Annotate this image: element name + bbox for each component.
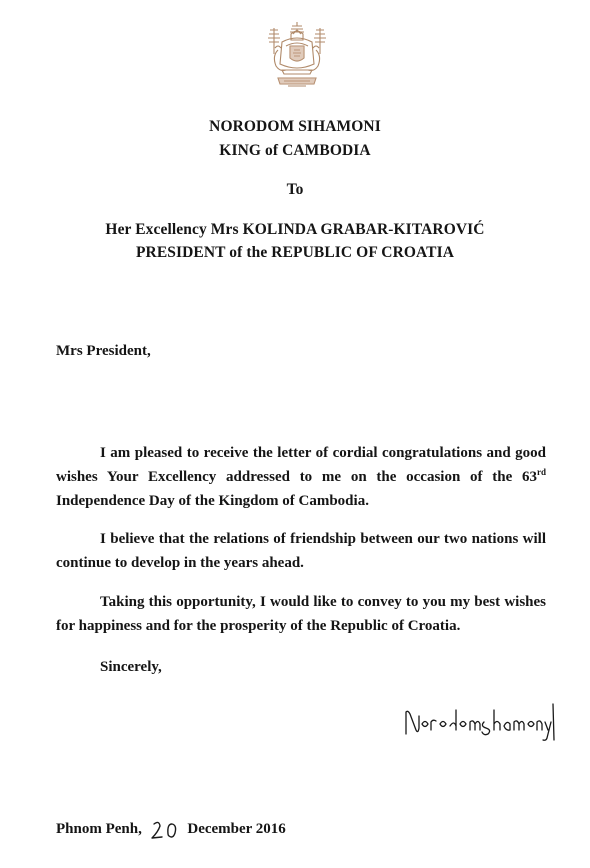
handwritten-signature-icon (398, 700, 556, 742)
sender-title: KING of CAMBODIA (219, 142, 371, 159)
paragraph-friendship: I believe that the relations of friendship between our two nations will continue to develop in the years ahead. (56, 531, 546, 571)
paragraph-congratulations: I am pleased to receive the letter of cordial congratulations and good wishes Your Excellency addressed to me on the occasion of the 63rd Independence Day of the Kingdom of Cambodia. (56, 445, 546, 509)
salutation: Mrs President, (56, 343, 151, 359)
place: Phnom Penh, (56, 821, 142, 837)
recipient-title: PRESIDENT of the REPUBLIC OF CROATIA (135, 244, 455, 261)
recipient-name: Her Excellency Mrs KOLINDA GRABAR-KITAROVIĆ (105, 221, 485, 238)
date-line (56, 817, 556, 842)
month-year: December 2016 (187, 821, 286, 837)
sender-name: NORODOM SIHAMONI (209, 118, 381, 135)
to-label: To (286, 181, 304, 198)
closing: Sincerely, (100, 659, 162, 675)
paragraph-wishes: Taking this opportunity, I would like to convey to you my best wishes for happiness and for the prosperity of the Republic of Croatia. (56, 594, 546, 634)
handwritten-day (146, 818, 184, 842)
royal-arms-of-cambodia-icon (264, 20, 330, 92)
